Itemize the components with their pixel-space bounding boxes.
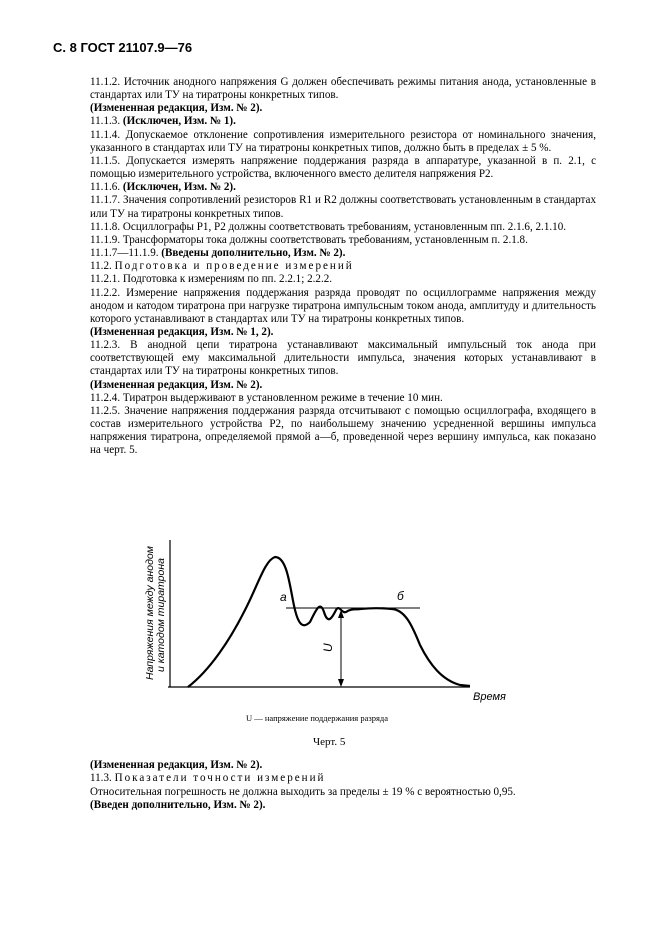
paragraph-11-1-3: 11.1.3. (Исключен, Изм. № 1). xyxy=(90,115,236,128)
y-axis-label-2: и катодом тиратрона xyxy=(155,558,167,672)
paragraph-11-2-5: 11.2.5. Значение напряжения поддержания разряда отсчитывают с помощью осциллографа, входящего в состав измерительного устройства P2, по наибольшему значению усредненной вершины импульса напряжения тиратрона, определяемой прямой а—б, проведенной через вершину импульса, как показано на черт. 5. xyxy=(90,404,596,457)
figure-number: Черт. 5 xyxy=(313,736,346,748)
voltage-pulse-curve xyxy=(188,557,470,687)
oscillogram-figure xyxy=(120,530,540,730)
figure-caption: U — напряжение поддержания разряда xyxy=(246,713,388,723)
paragraph-11-1-9: 11.1.9. Трансформаторы тока должны соответствовать требованиям, установленным п. 2.1.8. xyxy=(90,233,528,246)
point-a-label: а xyxy=(280,590,287,604)
paragraph-11-1-2: 11.1.2. Источник анодного напряжения G должен обеспечивать режимы питания анода, установленные в стандартах или ТУ на тиратроны конкретных типов. xyxy=(90,76,596,102)
paragraph-11-2-3: 11.2.3. В анодной цепи тиратрона устанавливают максимальный импульсный ток анода при соответствующей ему максимальной длительности импульса, значения которых устанавливают в стандартах или ТУ на тиратроны конкретных типов. xyxy=(90,339,596,378)
u-label: U xyxy=(321,643,335,652)
page-header: С. 8 ГОСТ 21107.9—76 xyxy=(53,40,193,55)
paragraph-11-1-5: 11.1.5. Допускается измерять напряжение поддержания разряда в аппаратуре, указанной в п. 2.1, с помощью измерительного устройства, включенного вместо делителя напряжения P2. xyxy=(90,154,596,181)
paragraph-11-1-8: 11.1.8. Осциллографы P1, P2 должны соответствовать требованиям, установленным пп. 2.1.6, 2.1.10. xyxy=(90,220,567,233)
accuracy-text: Относительная погрешность не должна выходить за пределы ± 19 % с вероятностью 0,95. xyxy=(90,785,516,798)
paragraph-11-2-1: 11.2.1. Подготовка к измерениям по пп. 2.2.1; 2.2.2. xyxy=(90,273,333,286)
y-axis-label-1: Напряжения между анодом xyxy=(144,546,156,680)
x-axis-label: Время xyxy=(473,691,506,703)
u-arrow-head-bottom xyxy=(338,679,344,687)
added-note: (Введен дополнительно, Изм. № 2). xyxy=(90,798,266,811)
edit-note: (Измененная редакция, Изм. № 2). xyxy=(90,759,263,771)
point-b-label: б xyxy=(397,589,404,603)
edit-note: (Измененная редакция, Изм. № 2). xyxy=(90,378,263,391)
added-note: 11.1.7—11.1.9. (Введены дополнительно, Изм. № 2). xyxy=(90,247,346,260)
paragraph-11-2-4: 11.2.4. Тиратрон выдерживают в установленном режиме в течение 10 мин. xyxy=(90,391,443,404)
paragraph-11-1-4: 11.1.4. Допускаемое отклонение сопротивления измерительного резистора от номинального значения, указанного в стандартах или ТУ на тиратроны конкретных типов, должно быть в пределах ± 5 %. xyxy=(90,128,596,154)
edit-note: (Измененная редакция, Изм. № 2). xyxy=(90,102,263,115)
paragraph-11-1-7: 11.1.7. Значения сопротивлений резисторов R1 и R2 должны соответствовать установленным в стандартах или ТУ на тиратроны конкретных типов. xyxy=(90,194,596,220)
section-11-2-title: 11.2. Подготовка и проведение измерений xyxy=(90,260,354,273)
section-11-3-title: 11.3. Показатели точности измерений xyxy=(90,772,326,785)
paragraph-11-1-6: 11.1.6. (Исключен, Изм. № 2). xyxy=(90,181,236,194)
body-text xyxy=(90,76,596,458)
paragraph-11-2-2: 11.2.2. Измерение напряжения поддержания разряда проводят по осциллограмме напряжения между анодом и катодом тиратрона при нагрузке тиратрона импульсным током анода, амплитуду и длительность которого устанавливают в стандартах или ТУ на тиратроны конкретных типов. xyxy=(90,286,596,325)
edit-note: (Измененная редакция, Изм. № 1, 2). xyxy=(90,325,274,338)
tail-text xyxy=(90,759,596,812)
